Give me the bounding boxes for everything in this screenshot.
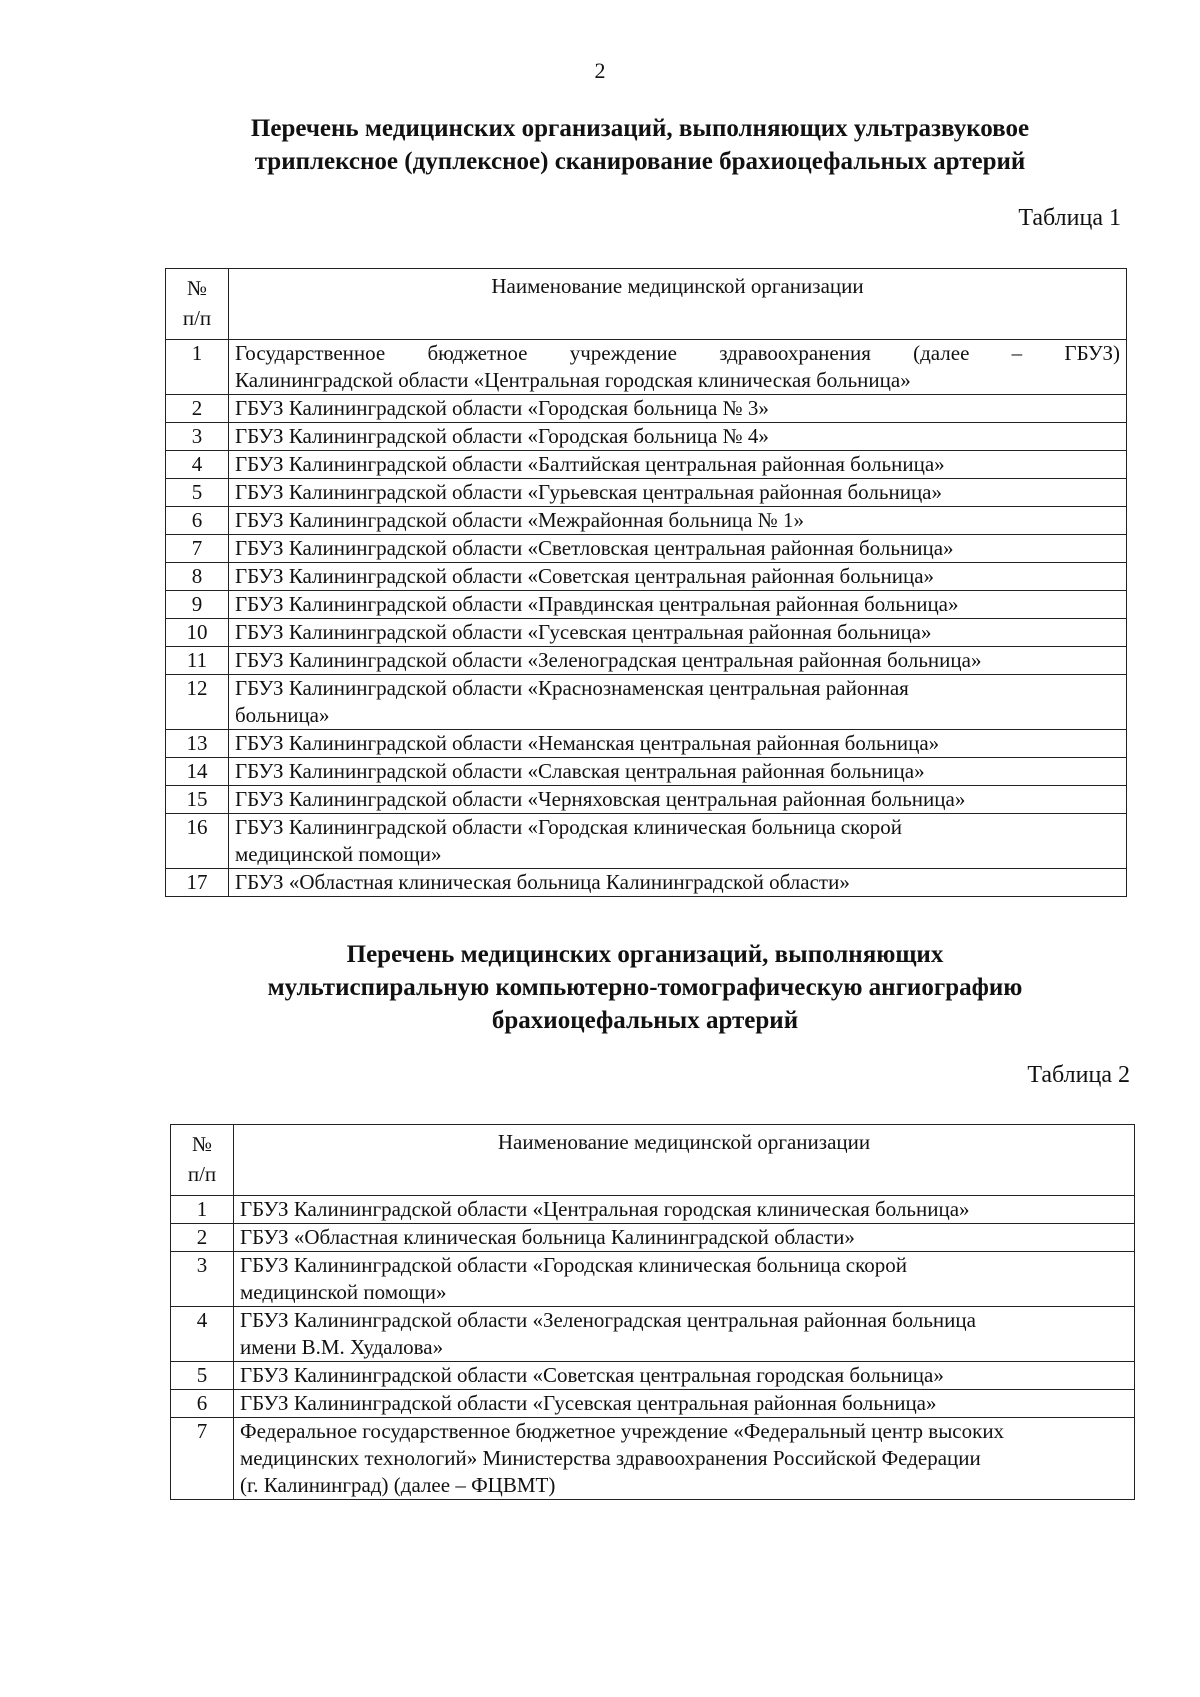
table-row <box>171 1362 1135 1390</box>
table-row <box>171 1418 1135 1500</box>
table2-header-num-line2: п/п <box>187 1162 217 1186</box>
row-number: 3 <box>166 423 229 451</box>
org-name <box>229 814 1127 869</box>
table1-header-num <box>166 269 229 340</box>
org-name: ГБУЗ Калининградской области «Гурьевская центральная районная больница» <box>229 479 1127 507</box>
table1-header-name: Наименование медицинской организации <box>229 269 1127 340</box>
table-row <box>166 395 1127 423</box>
table2-header-name: Наименование медицинской организации <box>234 1125 1135 1196</box>
row-number: 6 <box>171 1390 234 1418</box>
row-number: 11 <box>166 647 229 675</box>
table-row <box>171 1196 1135 1224</box>
row-number: 5 <box>171 1362 234 1390</box>
org-name-line1: ГБУЗ Калининградской области «Городская клиническая больница скорой <box>235 815 902 839</box>
table-row <box>166 730 1127 758</box>
org-name-line3: (г. Калининград) (далее – ФЦВМТ) <box>240 1473 556 1497</box>
table-row <box>166 619 1127 647</box>
row-number: 15 <box>166 786 229 814</box>
table-row <box>166 535 1127 563</box>
org-name: ГБУЗ Калининградской области «Славская центральная районная больница» <box>229 758 1127 786</box>
row-number: 12 <box>166 675 229 730</box>
org-name: ГБУЗ Калининградской области «Светловская центральная районная больница» <box>229 535 1127 563</box>
org-name: ГБУЗ Калининградской области «Советская центральная районная больница» <box>229 563 1127 591</box>
table-row <box>166 647 1127 675</box>
table-row <box>171 1252 1135 1307</box>
row-number: 7 <box>171 1418 234 1500</box>
org-name-line1: ГБУЗ Калининградской области «Краснознаменская центральная районная <box>235 676 909 700</box>
table-row <box>171 1307 1135 1362</box>
row-number: 7 <box>166 535 229 563</box>
section1-heading-line2: триплексное (дуплексное) сканирование брахиоцефальных артерий <box>254 148 1026 175</box>
table-row <box>171 1224 1135 1252</box>
org-name-line2: медицинской помощи» <box>235 842 442 866</box>
org-name <box>234 1307 1135 1362</box>
org-name: ГБУЗ Калининградской области «Гусевская центральная районная больница» <box>229 619 1127 647</box>
org-name: ГБУЗ Калининградской области «Черняховская центральная районная больница» <box>229 786 1127 814</box>
row-number: 10 <box>166 619 229 647</box>
section1-heading-line1: Перечень медицинских организаций, выполняющих ультразвуковое <box>250 115 1030 142</box>
table-row <box>166 479 1127 507</box>
org-name-line1: ГБУЗ Калининградской области «Зеленоградская центральная районная больница <box>240 1308 976 1332</box>
table-row <box>166 563 1127 591</box>
section2-heading-line1: Перечень медицинских организаций, выполняющих <box>346 941 944 968</box>
row-number: 2 <box>166 395 229 423</box>
table-row <box>166 340 1127 395</box>
row-number: 2 <box>171 1224 234 1252</box>
org-name <box>234 1252 1135 1307</box>
table2-label: Таблица 2 <box>1027 1062 1130 1088</box>
row-number: 1 <box>166 340 229 395</box>
org-name: ГБУЗ Калининградской области «Межрайонная больница № 1» <box>229 507 1127 535</box>
table1-label: Таблица 1 <box>1018 205 1121 231</box>
table-row <box>166 507 1127 535</box>
row-number: 8 <box>166 563 229 591</box>
table-row <box>166 451 1127 479</box>
section1-heading <box>160 112 1120 178</box>
table-row <box>166 786 1127 814</box>
org-name: ГБУЗ Калининградской области «Городская больница № 4» <box>229 423 1127 451</box>
table1-header-num-line1: № <box>186 276 208 300</box>
org-name: ГБУЗ «Областная клиническая больница Калининградской области» <box>229 869 1127 897</box>
table-row <box>166 675 1127 730</box>
org-name: ГБУЗ Калининградской области «Неманская центральная районная больница» <box>229 730 1127 758</box>
org-name <box>229 340 1127 395</box>
section2-heading-line2: мультиспиральную компьютерно-томографическую ангиографию <box>267 974 1023 1001</box>
table1 <box>165 268 1127 897</box>
row-number: 1 <box>171 1196 234 1224</box>
org-name <box>234 1418 1135 1500</box>
org-name-line2: медицинской помощи» <box>240 1280 447 1304</box>
row-number: 16 <box>166 814 229 869</box>
table-row <box>166 869 1127 897</box>
org-name-line2: больница» <box>235 703 330 727</box>
table1-header-num-line2: п/п <box>182 306 212 330</box>
org-name: ГБУЗ Калининградской области «Зеленоградская центральная районная больница» <box>229 647 1127 675</box>
row-number: 17 <box>166 869 229 897</box>
org-name-line2: медицинских технологий» Министерства здравоохранения Российской Федерации <box>240 1446 981 1470</box>
org-name-line2: имени В.М. Худалова» <box>240 1335 444 1359</box>
org-name: ГБУЗ «Областная клиническая больница Калининградской области» <box>234 1224 1135 1252</box>
table-row <box>171 1390 1135 1418</box>
row-number: 4 <box>171 1307 234 1362</box>
org-name: ГБУЗ Калининградской области «Балтийская центральная районная больница» <box>229 451 1127 479</box>
org-name-line2: Калининградской области «Центральная городская клиническая больница» <box>235 368 911 392</box>
row-number: 9 <box>166 591 229 619</box>
org-name-line1: ГБУЗ Калининградской области «Городская клиническая больница скорой <box>240 1253 907 1277</box>
org-name-line1: Федеральное государственное бюджетное учреждение «Федеральный центр высоких <box>240 1419 1005 1443</box>
row-number: 6 <box>166 507 229 535</box>
table-row <box>166 814 1127 869</box>
row-number: 5 <box>166 479 229 507</box>
org-name: ГБУЗ Калининградской области «Правдинская центральная районная больница» <box>229 591 1127 619</box>
section2-heading <box>200 938 1090 1037</box>
org-name: ГБУЗ Калининградской области «Советская центральная городская больница» <box>234 1362 1135 1390</box>
org-name: ГБУЗ Калининградской области «Центральная городская клиническая больница» <box>234 1196 1135 1224</box>
row-number: 4 <box>166 451 229 479</box>
table2-header-num-line1: № <box>191 1132 213 1156</box>
row-number: 14 <box>166 758 229 786</box>
row-number: 3 <box>171 1252 234 1307</box>
org-name-line1: Государственное бюджетное учреждение здравоохранения (далее – ГБУЗ) <box>235 341 1120 365</box>
table-row <box>166 591 1127 619</box>
row-number: 13 <box>166 730 229 758</box>
table2-header-row <box>171 1125 1135 1196</box>
org-name: ГБУЗ Калининградской области «Городская больница № 3» <box>229 395 1127 423</box>
page-number: 2 <box>594 58 606 83</box>
table1-header-row <box>166 269 1127 340</box>
table2-header-num <box>171 1125 234 1196</box>
table-row <box>166 758 1127 786</box>
org-name: ГБУЗ Калининградской области «Гусевская центральная районная больница» <box>234 1390 1135 1418</box>
table2 <box>170 1124 1135 1500</box>
section2-heading-line3: брахиоцефальных артерий <box>491 1007 799 1034</box>
org-name <box>229 675 1127 730</box>
table-row <box>166 423 1127 451</box>
